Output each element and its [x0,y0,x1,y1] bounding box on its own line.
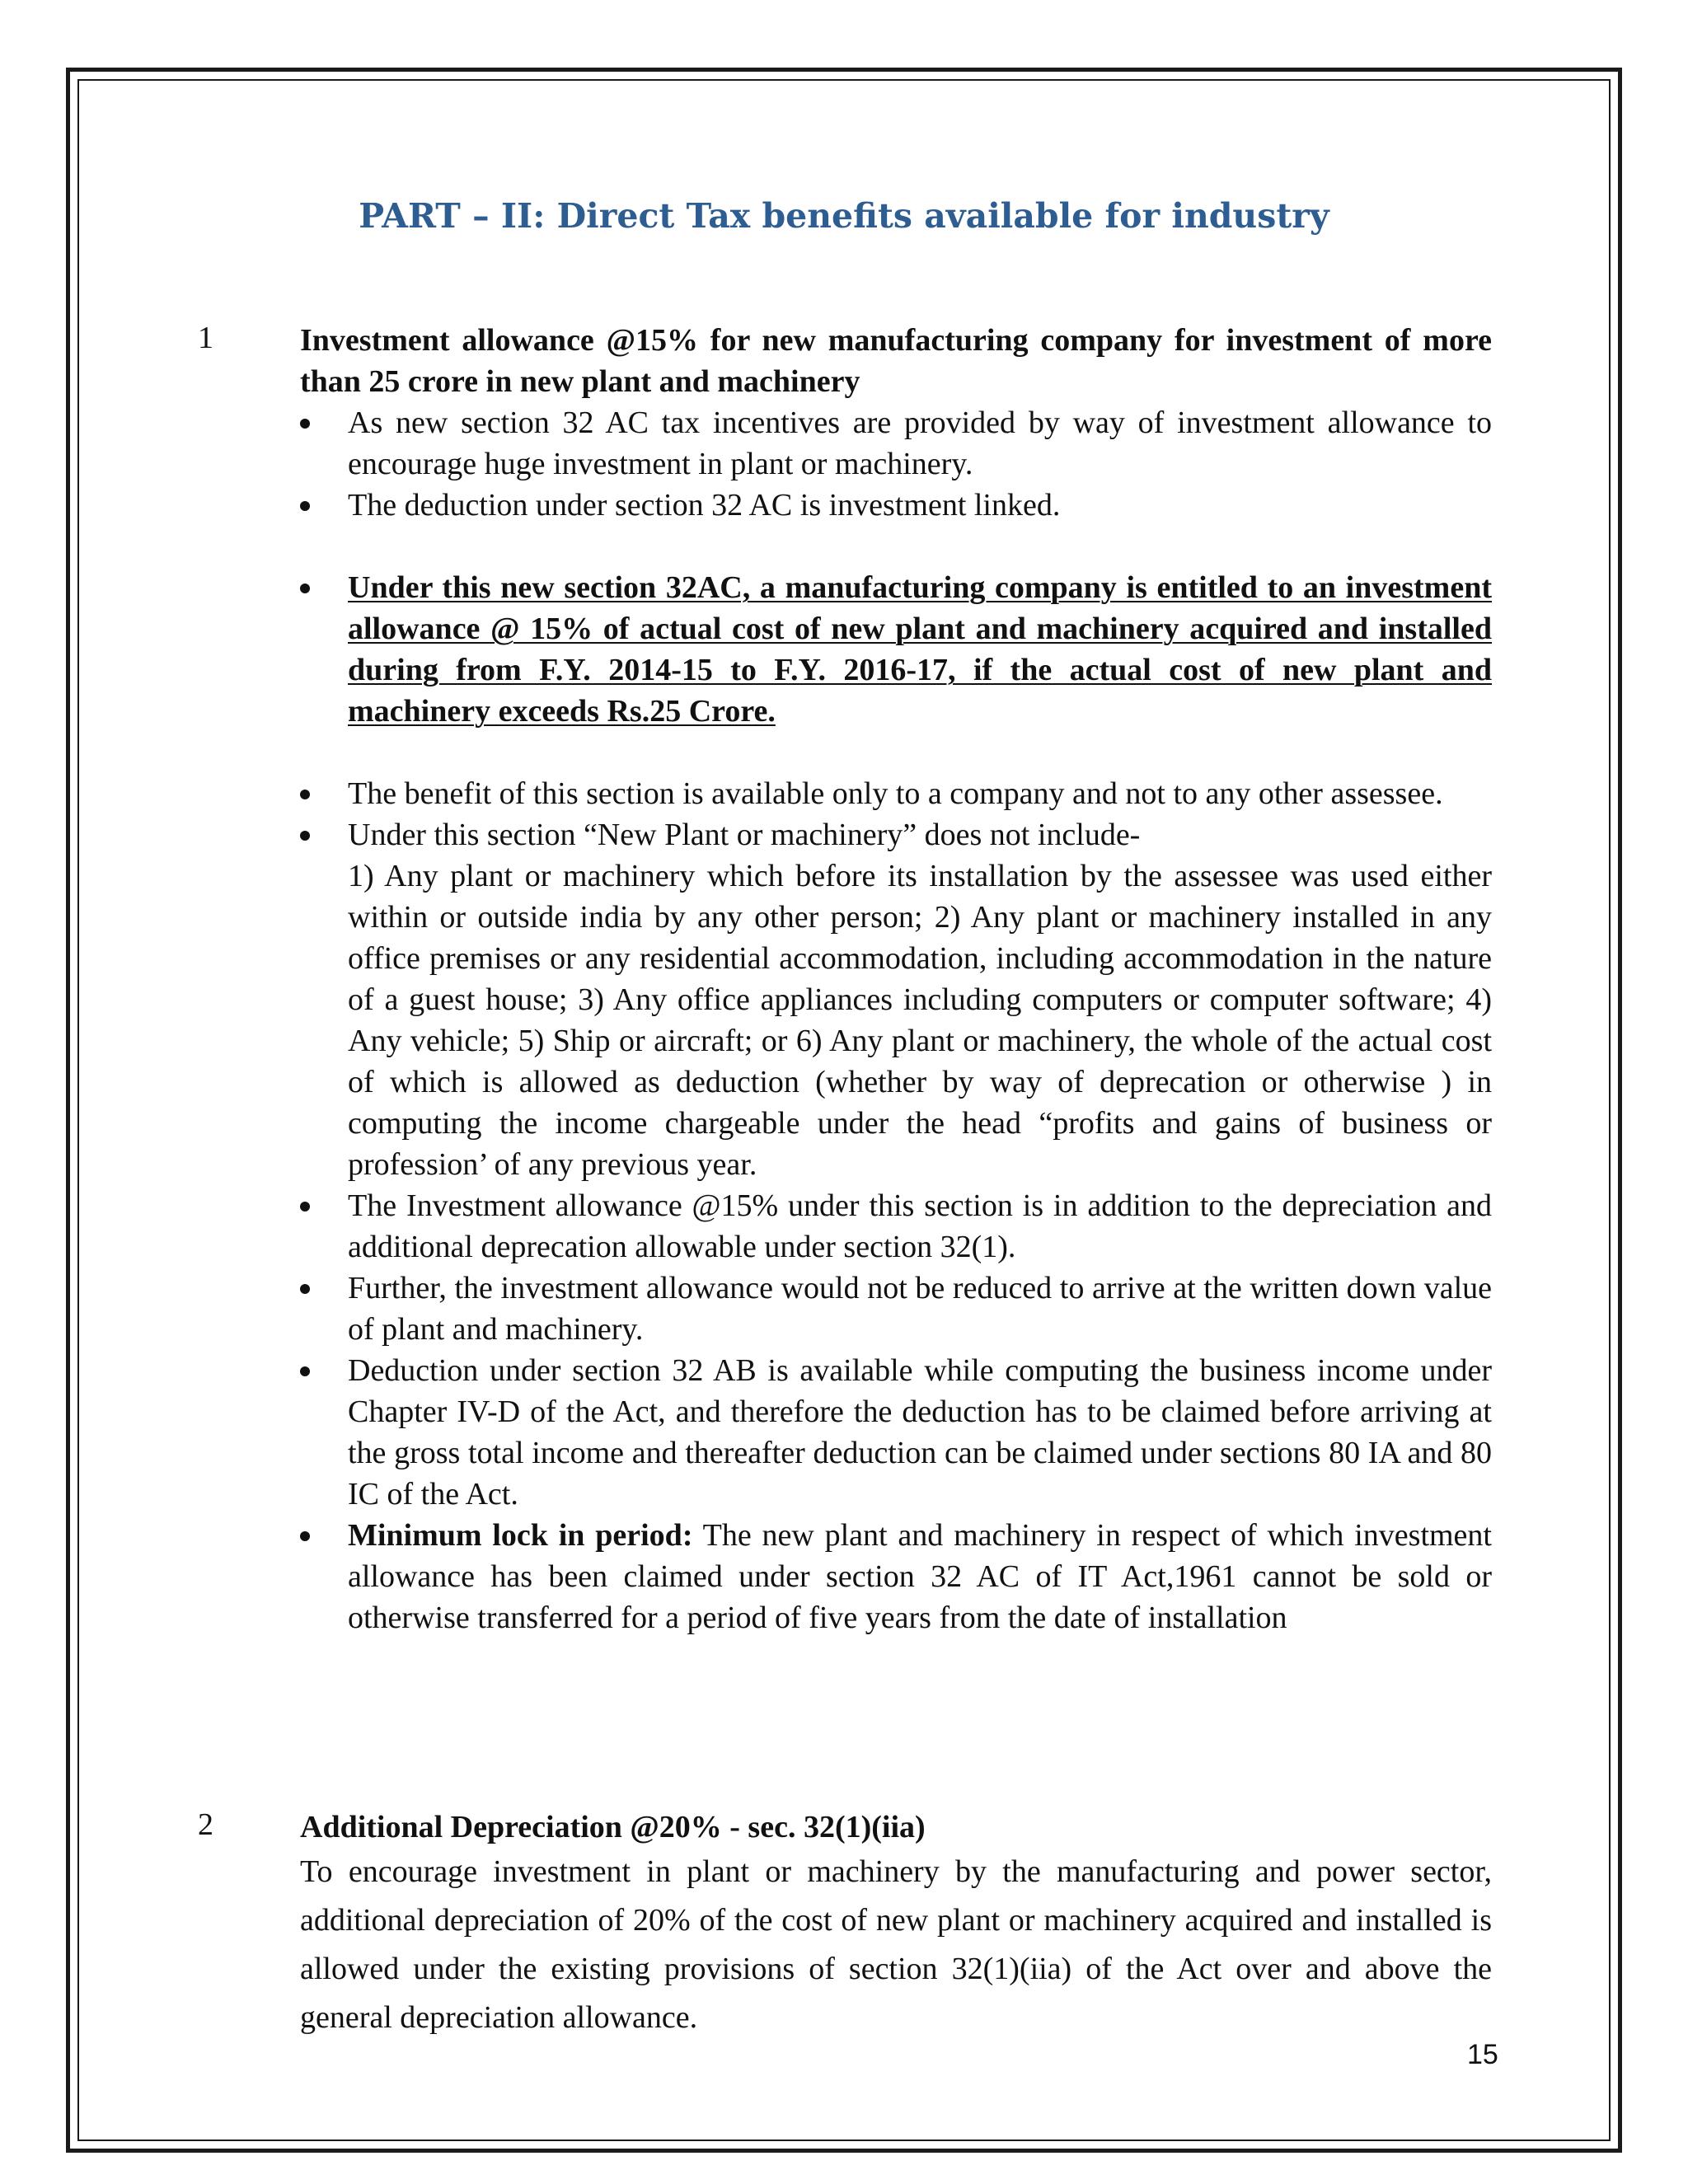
bullet-icon [300,501,310,511]
list-item-text: As new section 32 AC tax incentives are provided by way of investment allowance to encourage huge investment in plant or machinery. [348,405,1492,481]
list-item [300,1350,1492,1515]
section-1 [300,320,1492,1638]
list-item [300,1185,1492,1268]
lock-in-label: Minimum lock in period: [348,1518,693,1553]
list-item [300,814,1492,1185]
list-item-text: The benefit of this section is available only to a company and not to any other assessee. [348,776,1443,811]
bullet-icon [300,583,310,593]
bullet-icon [300,1202,310,1212]
section-number: 1 [198,321,213,355]
list-item-text: Further, the investment allowance would not be reduced to arrive at the written down value of plant and machinery. [348,1271,1492,1347]
list-item-text: The deduction under section 32 AC is investment linked. [348,488,1061,523]
section-number: 2 [198,1807,213,1842]
section-heading: Additional Depreciation @20% - sec. 32(1)(iia) [300,1810,926,1844]
section-2 [300,1807,1492,2042]
bullet-icon [300,1531,310,1541]
bullet-icon [300,1284,310,1294]
list-item [300,402,1492,485]
page-number: 15 [1467,2039,1498,2070]
bullet-icon [300,419,310,429]
spacer [300,526,1492,567]
highlighted-text: Under this new section 32AC, a manufacturing company is entitled to an investment allowance @ 15% of actual cost of new plant and machinery acquired and installed during from F.Y. 2014-15 to F.Y. 2016-17, if the actual cost of new plant and machinery exceeds Rs.25 Crore. [348,570,1492,729]
bullet-icon [300,790,310,799]
exclusions-text: 1) Any plant or machinery which before its installation by the assessee was used either within or outside india by any other person; 2) Any plant or machinery installed in any office premises or any residential accommodation, including accommodation in the nature of a guest house; 3) Any office appliances including computers or computer software; 4) Any vehicle; 5) Ship or aircraft; or 6) Any plant or machinery, the whole of the actual cost of which is allowed as deduction (whether by way of deprecation or otherwise ) in computing the income chargeable under the head “profits and gains of business or profession’ of any previous year. [348,859,1492,1182]
page-title: PART – II: Direct Tax benefits available for industry [359,196,1329,236]
section-body: To encourage investment in plant or machinery by the manufacturing and power sector, additional depreciation of 20% of the cost of new plant or machinery acquired and installed is allowed under the existing provisions of section 32(1)(iia) of the Act over and above the general depreciation allowance. [300,1854,1492,2035]
spacer [300,732,1492,773]
list-item [300,1268,1492,1350]
bullet-list [300,402,1492,1638]
list-item [300,485,1492,526]
list-item-text: The new plant and machinery in respect of which investment allowance has been claimed under section 32 AC of IT Act,1961 cannot be sold or otherwise transferred for a period of five years from the date of installation [348,1518,1492,1635]
list-item [300,1515,1492,1638]
list-item [300,773,1492,814]
list-item [300,567,1492,732]
bullet-icon [300,831,310,841]
section-heading: Investment allowance @15% for new manufacturing company for investment of more than 25 crore in new plant and machinery [300,323,1492,399]
list-item-text: The Investment allowance @15% under this section is in addition to the depreciation and additional deprecation allowable under section 32(1). [348,1188,1492,1264]
list-item-text: Deduction under section 32 AB is available while computing the business income under Chapter IV-D of the Act, and therefore the deduction has to be claimed before arriving at the gross total income and thereafter deduction can be claimed under sections 80 IA and 80 IC of the Act. [348,1353,1492,1511]
bullet-icon [300,1366,310,1376]
list-item-text: Under this section “New Plant or machinery” does not include- [348,818,1141,852]
